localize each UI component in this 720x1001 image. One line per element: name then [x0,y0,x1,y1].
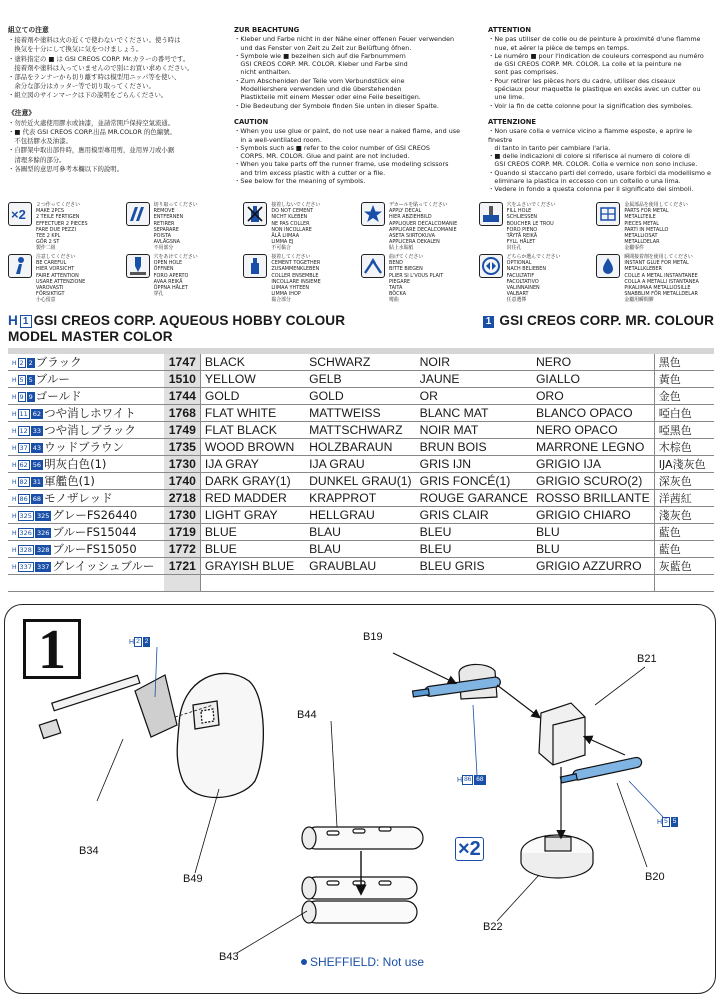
color-de: MATTWEISS [305,405,415,422]
h-letter: H [12,564,17,572]
color-it: NERO OPACO [532,422,654,439]
mr-colour-title: 1 GSI CREOS CORP. MR. COLOUR [483,313,714,329]
warn-fr-line: ・Le numéro ■ pour l'indication de couleurs correspond au numéro [488,51,704,60]
warn-fr-line: ・Pour retirer les pièces hors du cadre, utiliser des ciseaux [488,76,676,85]
mr-color-number: 326 [36,529,50,538]
mount-b21 [539,703,585,765]
color-it: GIALLO [532,371,654,388]
bend-icon [361,254,385,278]
color-zh: 藍色 [654,541,714,558]
legend-text: 瞬間接着剤を使用してください INSTANT GLUE FOR METAL METALLKLEBER COLLE A METAL INSTANTANEE COLLA A METALLI ISTANTANEA PIKALIIMAA METALLIOSILLE SNABBLIM FÖR METALLDELAR 金屬用瞬間膠 [624,254,699,304]
warn-it-heading: ATTENZIONE [488,117,537,126]
color-it: GRIGIO AZZURRO [532,558,654,575]
model-master-code: 2718 [164,490,201,507]
warn-fr-line: une lime. [488,93,525,102]
h-letter: H [12,377,17,385]
color-callout-h86: H 86 68 [457,776,484,784]
color-fr: BLEU GRIS [416,558,532,575]
warn-en-line: ・When you take parts off the runner frame, use modeling scissors [234,160,449,169]
aqueous-number: 2 [19,359,24,368]
color-jp-name [8,473,164,490]
color-en: FLAT BLACK [200,422,305,439]
warn-jp-line: ・接着剤や塗料は火の近くで使わないでください。使う時は [8,36,181,45]
warn-it-line: GSI CREOS CORP. MR. COLOR. Colla e vernice non sono incluse. [488,160,698,169]
optional-icon [479,254,503,278]
color-jp-name [8,405,164,422]
warn-de-line: GSI CREOS CORP. MR. COLOR. Kleber und Farbe sind [234,60,408,69]
color-jp-name [8,371,164,388]
color-fr: JAUNE [416,371,532,388]
warn-zh-line: ・各圖型的意思可參考本欄以下的說明。 [8,164,124,173]
jp-text: つや消しブラック [44,423,136,438]
color-jp-name [8,354,164,371]
warn-de-line: nicht enthalten. [234,68,292,77]
warn-it-line: di tanto in tanto per cambiare l'aria. [488,143,611,152]
color-fr: NOIR [416,354,532,371]
jp-text: ブラック [35,355,82,370]
color-de: SCHWARZ [305,354,415,371]
color-row [8,524,714,541]
h-letter: H [12,479,17,487]
part-label-b22: B22 [483,921,503,933]
mr-color-number: 9 [28,393,33,402]
color-jp-name [8,507,164,524]
warn-fr-line: ・Voir la fin de cette colonne pour la signification des symboles. [488,101,693,110]
no-cement-icon [243,202,267,226]
color-fr: NOIR MAT [416,422,532,439]
model-master-code: 1721 [164,558,201,575]
color-fr: GRIS CLAIR [416,507,532,524]
warnings-block [8,26,714,196]
aqueous-number: 326 [19,529,32,538]
warn-fr-line: ・Ne pas utiliser de colle ou de peinture à proximité d'une flamme [488,35,701,44]
warn-en-line: and trim excess plastic with a cutter or a file. [234,168,386,177]
legend-metal-part [596,200,714,252]
warn-en-line: ・When you use glue or paint, do not use near a naked flame, and use [234,127,460,136]
color-fr: BLEU [416,541,532,558]
warn-jp-line: ・組立図のサインマークは下の説明をごらんください。 [8,91,168,100]
jp-text: ウッドブラウン [44,440,125,455]
warn-de-line: ・Kleber und Farbe nicht in der Nähe einer offenen Feuer verwenden [234,35,455,44]
assembly-step-panel [4,604,716,994]
warn-zh-heading: 《注意》 [8,108,36,117]
color-row [8,541,714,558]
color-row [8,388,714,405]
color-jp-name [8,439,164,456]
color-zh: 黃色 [654,371,714,388]
color-en: LIGHT GRAY [200,507,305,524]
jp-text: ブルーFS15044 [52,525,137,540]
color-zh [654,575,714,592]
color-row [8,490,714,507]
color-de: BLAU [305,541,415,558]
svg-text:×2: ×2 [11,207,26,222]
color-zh: 洋茜紅 [654,490,714,507]
mr-color-number: 31 [32,478,42,487]
color-row [8,354,714,371]
warn-en-line: in a well-ventilated room. [234,135,322,144]
legend-text: 接着してください CEMENT TOGETHER ZUSAMMENKLEBEN COLLER ENSEMBLE INCOLLARE INSIEME LIIMAA YHTEEN LIMMA IHOP 黏合部分 [271,254,321,304]
metal-part-icon [596,202,620,226]
warn-zh-line: ・勿於近火處使用膠水或油漆，並請常開戶保持空氣流通。 [8,118,175,127]
color-fr: BLEU [416,524,532,541]
color-jp-name [8,524,164,541]
color-table [8,354,714,592]
model-master-code: 1740 [164,473,201,490]
cement-together-icon [243,254,267,278]
legend-optional [479,252,597,304]
fill-hole-icon [479,202,503,226]
color-it: BLU [532,541,654,558]
color-en: BLACK [200,354,305,371]
aqueous-title: H 1 GSI CREOS CORP. AQUEOUS HOBBY COLOUR [8,313,346,328]
warn-it-line: ・■ delle indicazioni di colore si riferisce al numero di colore di [488,152,690,161]
warn-it-line: eliminare la plastica in eccesso con un coltello o una lima. [488,177,681,186]
h-letter: H [12,411,17,419]
mr-color-number: 62 [32,410,42,419]
cylinder-pair-b43 [302,877,417,923]
color-it: ORO [532,388,654,405]
warn-jp-heading: 組立ての注意 [8,26,49,34]
assembly-diagram [5,605,716,994]
h-letter: H [12,360,17,368]
warn-en-heading: CAUTION [234,117,269,126]
part-label-b20: B20 [645,871,665,883]
color-it: BLU [532,524,654,541]
careful-icon [8,254,32,278]
h-letter: H [12,513,17,521]
legend-text: 穴をあけてください OPEN HOLE ÖFFNEN FORO APERTO AVAA REIKÄ ÖPPNA HÅLET 穿孔 [153,254,198,298]
aqueous-number: 11 [19,410,28,419]
model-master-title: MODEL MASTER COLOR [8,329,173,344]
legend-bend [361,252,479,304]
warn-it-line: ・Vedere in fondo a questa colonna per il significato dei simboli. [488,185,694,194]
color-jp-name [8,541,164,558]
model-master-code: 1749 [164,422,201,439]
warn-fr-line: nue, et aérer la pièce de temps en temps. [488,43,630,52]
h-letter: H [12,547,17,555]
part-label-b19: B19 [363,631,383,643]
color-it: GRIGIO IJA [532,456,654,473]
color-zh: IJA淺灰色 [654,456,714,473]
color-en: GOLD [200,388,305,405]
legend-instant-glue [596,252,714,304]
aqueous-number: 62 [19,461,28,470]
color-de: GELB [305,371,415,388]
legend-text: 曲げてください BEND BITTE BIEGEN PLIER SI L'VOUS PLAIT PIEGARE TAITA BÖCKA 彎曲 [388,254,444,304]
legend-decal [361,200,479,252]
color-en: WOOD BROWN [200,439,305,456]
color-de: HOLZBARAUN [305,439,415,456]
color-en [200,575,305,592]
color-jp-name [8,490,164,507]
color-zh: 啞黑色 [654,422,714,439]
base-b22 [521,835,593,878]
mr-color-number: 68 [32,495,42,504]
h-letter: H [12,394,17,402]
warn-de-line: ・Zum Abscheniden der Teile vom Verbundstück eine [234,76,405,85]
part-label-b34: B34 [79,845,99,857]
aqueous-number: 86 [19,495,28,504]
open-hole-icon [126,254,150,278]
color-fr: ROUGE GARANCE [416,490,532,507]
color-jp-name [8,558,164,575]
mr-color-number: 43 [32,444,42,453]
color-zh: 藍色 [654,524,714,541]
color-de: BLAU [305,524,415,541]
turret-dome-b49 [177,673,263,797]
color-table-header [8,313,714,345]
color-jp-name [8,575,164,592]
h-letter: H [12,428,17,436]
aqueous-number: 328 [19,546,32,555]
model-master-code: 1772 [164,541,201,558]
sheffield-note: SHEFFIELD: Not use [301,955,424,969]
color-de: DUNKEL GRAU(1) [305,473,415,490]
color-en: GRAYISH BLUE [200,558,305,575]
warn-jp-line: 換気を十分にして換気に気をつけましょう。 [8,45,143,54]
legend-cement-together [243,252,361,304]
legend-text: ２つ作ってください MAKE 2PCS 2 TEILE FERTIGEN EFFECTUER 2 PIECES FARE DUE PEZZI TEE 2 KPL GÖR 2 ST 製作二組 [36,202,88,252]
mr-color-number: 5 [28,376,33,385]
color-it: ROSSO BRILLANTE [532,490,654,507]
color-en: BLUE [200,524,305,541]
mr-color-number: 328 [36,546,50,555]
part-label-b21: B21 [637,653,657,665]
model-master-code: 1510 [164,371,201,388]
color-row [8,473,714,490]
legend-make-two [8,200,126,252]
decal-icon [361,202,385,226]
color-row [8,456,714,473]
color-it [532,575,654,592]
color-en: FLAT WHITE [200,405,305,422]
color-callout-h5: H 5 5 [657,818,677,826]
mr-color-number: 33 [32,427,42,436]
color-de: GOLD [305,388,415,405]
color-zh: 淺灰色 [654,507,714,524]
warn-zh-line: ・自膠架中取出部件時，應用模型專用剪，並用界刀或小鋸 [8,146,175,155]
gun-barrel-b34 [39,675,177,738]
aqueous-number: 5 [19,376,24,385]
color-it: GRIGIO SCURO(2) [532,473,654,490]
symbol-legend [8,200,714,304]
model-master-code: 1735 [164,439,201,456]
legend-text: 切り取ってください REMOVE ENTFERNEN RETIRER SEPARARE POISTA AVLÄGSNA 不用部分 [153,202,198,252]
color-zh: 金色 [654,388,714,405]
warn-zh-line: ・■ 代表 GSI CREOS CORP.出品 MR.COLOR 的色編號。 [8,128,176,137]
color-de: KRAPPROT [305,490,415,507]
color-fr: BRUN BOIS [416,439,532,456]
bullet-icon [301,959,307,965]
color-de: IJA GRAU [305,456,415,473]
jp-text: 明灰白色(1) [44,457,107,472]
legend-text: 接着しないでください DO NOT CEMENT NICHT KLEBEN NE PAS COLLER NON INCOLLARE ÄLÄ LIIMAA LIMMA EJ 不可黏合 [271,202,321,252]
model-master-code [164,575,201,592]
color-de: GRAUBLAU [305,558,415,575]
aqueous-number: 325 [19,512,32,521]
color-fr [416,575,532,592]
color-fr: GRIS FONCÉ(1) [416,473,532,490]
part-label-b43: B43 [219,951,239,963]
color-row [8,575,714,592]
color-it: NERO [532,354,654,371]
warn-zh-line: 不包括膠水及油漆。 [8,137,72,146]
color-de: MATTSCHWARZ [305,422,415,439]
color-en: BLUE [200,541,305,558]
legend-careful [8,252,126,304]
model-master-code: 1747 [164,354,201,371]
x2-icon [8,202,32,226]
step-number: 1 [23,619,81,679]
mr-color-number: 56 [32,461,42,470]
warnings-fr-it [488,26,718,196]
color-row [8,439,714,456]
warn-it-line: ・Quando si staccano parti del corredo, usare forbici da modellismo e [488,168,711,177]
warnings-de-en [234,26,484,196]
color-zh: 黑色 [654,354,714,371]
warn-de-line: ・Die Bedeutung der Symbole finden Sie unten in dieser Spalte. [234,101,439,110]
h-letter: H [12,445,17,453]
color-en: IJA GRAY [200,456,305,473]
mr-color-number: 337 [36,563,50,572]
model-master-code: 1719 [164,524,201,541]
mr-color-number: 2 [28,359,33,368]
legend-text: デカールを貼ってください APPLY DECAL HIER ABZIEHBILD APPLIQUER DECALCOMANIE APPLICARE DECALCOMANIE ASETA SIIRTOKUVA APPLICERA DEKALEN 貼上水貼紙 [388,202,458,252]
legend-text: 穴をふさいでください FILL HOLE SCHLIESSEN BOUCHER LE TROU FORO PIENO TÄYTÄ REIKÄ FYLL HÅLET 封住孔 [506,202,556,252]
warn-en-line: ・Symbols such as ■ refer to the color number of GSI CREOS [234,143,430,152]
aqueous-number: 12 [19,427,28,436]
color-en: DARK GRAY(1) [200,473,305,490]
aqueous-number: 37 [19,444,28,453]
warn-en-line: CORPS. MR. COLOR. Glue and paint are not included. [234,152,410,161]
h-letter: H [12,496,17,504]
color-callout-h2: H 2 2 [129,638,149,646]
multiplier-badge: ×2 [455,837,484,861]
color-zh: 灰藍色 [654,558,714,575]
warn-jp-line: 余分な部分はカッター等で切り取ってください。 [8,82,155,91]
warn-en-line: ・See below for the meaning of symbols. [234,177,366,186]
color-fr: GRIS IJN [416,456,532,473]
remove-icon [126,202,150,226]
warn-jp-line: ・部品をランナーから切り離す時は模型用ニッパ等を使い、 [8,73,181,82]
cylinder-b44 [302,827,423,849]
jp-text: つや消しホワイト [44,406,136,421]
aqueous-number: 9 [19,393,24,402]
warn-fr-line: de GSI CREOS CORP. MR. COLOR. La colle et la peinture ne [488,60,682,69]
jp-text: グレイッシュブルー [52,559,155,574]
warn-fr-line: sont pas comprises. [488,68,559,77]
jp-text: 軍艦色(1) [44,474,95,489]
color-en: RED MADDER [200,490,305,507]
color-it: GRIGIO CHIARO [532,507,654,524]
instant-glue-icon [596,254,620,278]
color-it: MARRONE LEGNO [532,439,654,456]
aqueous-number: 82 [19,478,28,487]
jp-text: ブルーFS15050 [52,542,137,557]
color-jp-name [8,456,164,473]
legend-text: 金属部品を使用してください PARTS FOR METAL METALLTEILE PIECES METAL PARTI IN METALLO METALLIOSAT METALLDELAR 金屬零件 [624,202,688,252]
color-zh: 木棕色 [654,439,714,456]
color-fr: OR [416,388,532,405]
warn-de-line: Modelliershere verwenden und die überstehenden [234,85,402,94]
color-fr: BLANC MAT [416,405,532,422]
jp-text: グレーFS26440 [52,508,138,523]
color-row [8,558,714,575]
color-it: BLANCO OPACO [532,405,654,422]
jp-text: モノザレッド [44,491,113,506]
jp-text: ブルー [35,372,70,387]
model-master-code: 1730 [164,456,201,473]
color-zh: 啞白色 [654,405,714,422]
warn-jp-line: 接着剤や塗料は入っていませんので別にお買い求めください。 [8,63,194,72]
warn-de-heading: ZUR BEACHTUNG [234,26,300,34]
color-de [305,575,415,592]
model-master-code: 1768 [164,405,201,422]
gun-b19 [413,664,501,699]
aqueous-number: 337 [19,563,32,572]
warn-de-line: ・Symbole wie ■ bezeihen sich auf die Farbnummern [234,51,406,60]
warn-de-line: Plastikteile mit einem Messer oder eine Feile beseitigen. [234,93,421,102]
warn-de-line: und das Fenster von Zeit zu Zeit zur Belüftung öfnen. [234,43,412,52]
warn-fr-heading: ATTENTION [488,26,532,34]
color-row [8,405,714,422]
part-label-b44: B44 [297,709,317,721]
warn-jp-line: ・塗料指定の ■ は GSI CREOS CORP. Mr.カラーの番号です。 [8,54,190,63]
color-jp-name [8,422,164,439]
color-jp-name [8,388,164,405]
warn-zh-line: 清理多餘的部分。 [8,155,66,164]
color-en: YELLOW [200,371,305,388]
h-letter: H [12,530,17,538]
legend-open-hole [126,252,244,304]
mr-color-number: 325 [36,512,50,521]
legend-text: 注意してください BE CAREFUL HIER VORSICHT FAIRE ATTENTION USARE ATTENZIONE VAROVASTI FÖRSIKTIGT 小心留意 [36,254,86,304]
legend-no-cement [243,200,361,252]
part-label-b49: B49 [183,873,203,885]
model-master-code: 1730 [164,507,201,524]
warn-it-line: ・Non usare colla e vernice vicino a fiamme esposte, e aprire le finestre [488,127,693,144]
warnings-asian [8,26,230,196]
color-row [8,371,714,388]
gun-b20 [560,757,642,783]
color-zh: 深灰色 [654,473,714,490]
legend-text: どちらか選んでください OPTIONAL NACH BELIEBEN FACULTATIF FACOLTATIVO VALINNAINEN VALBART 任意選擇 [506,254,561,304]
legend-remove [126,200,244,252]
color-row [8,507,714,524]
color-row [8,422,714,439]
jp-text: ゴールド [35,389,82,404]
warn-fr-line: spéciaux pour maquette le plastique en excès avec un cutter ou [488,85,701,94]
model-master-code: 1744 [164,388,201,405]
legend-fill-hole [479,200,597,252]
color-de: HELLGRAU [305,507,415,524]
h-letter: H [12,462,17,470]
